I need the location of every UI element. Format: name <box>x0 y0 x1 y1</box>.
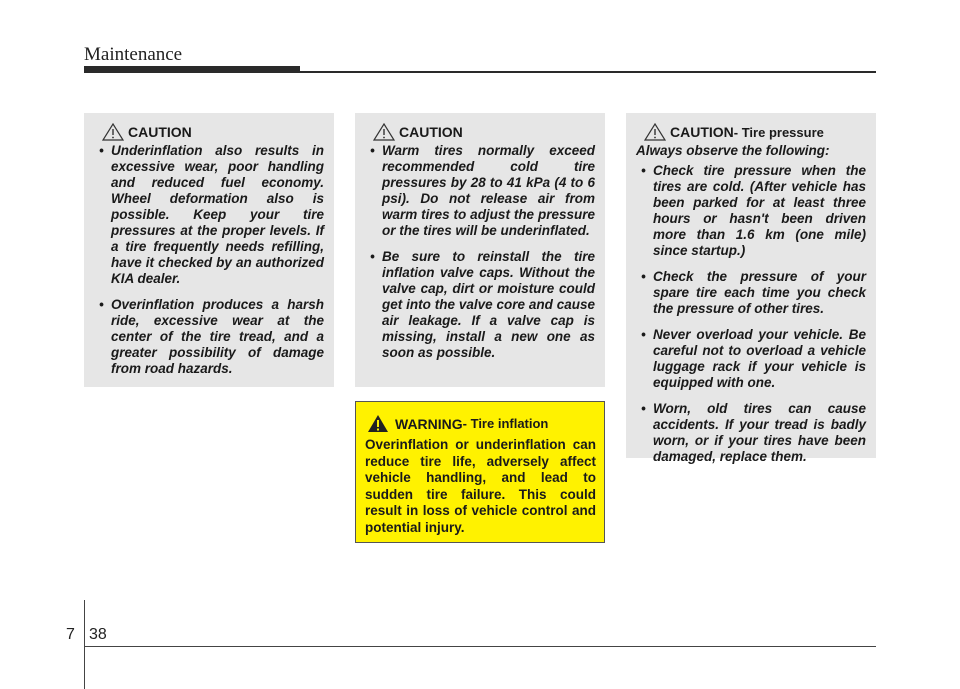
warning-box-tire-inflation <box>355 401 605 543</box>
caution-box-underinflation <box>84 113 334 387</box>
list-item: • Underinflation also results in excessive wear, poor handling and reduced fuel economy. Wheel deformation also is possible. Keep your tire pressures at the proper levels. If a tire frequently needs refilling, have it checked by an authorized KIA dealer. <box>99 143 324 286</box>
list-item: • Overinflation produces a harsh ride, excessive wear at the center of the tire tread, and a greater possibility of damage from road hazards. <box>99 297 324 376</box>
caution-list <box>636 163 866 465</box>
caution-title-text: CAUTION <box>399 124 463 140</box>
caution-title-text: CAUTION <box>670 124 734 140</box>
caution-box-tire-pressure <box>626 113 876 464</box>
caution-subtitle: - Tire pressure <box>733 124 824 140</box>
list-item: • Worn, old tires can cause accidents. If your tread is badly worn, or if your tires have been damaged, replace them. <box>641 401 866 464</box>
list-item: • Check tire pressure when the tires are cold. (After vehicle has been parked for at least three hours or hasn't been driven more than 1.6 km (one mile) since startup.) <box>641 163 866 258</box>
list-item: • Never overload your vehicle. Be careful not to overload a vehicle luggage rack if your vehicle is equipped with one. <box>641 327 866 390</box>
header-bar <box>84 66 300 73</box>
caution-title <box>373 123 595 141</box>
caution-lead: Always observe the following: <box>636 143 830 158</box>
warning-title-text: WARNING <box>395 415 463 432</box>
page-number: 38 <box>89 626 107 643</box>
caution-triangle-icon <box>102 123 124 141</box>
list-item: • Check the pressure of your spare tire each time you check the pressure of other tires. <box>641 269 866 316</box>
warning-subtitle: - Tire inflation <box>462 416 549 431</box>
caution-list <box>365 143 595 361</box>
caution-title-text: CAUTION <box>128 124 192 140</box>
caution-triangle-icon <box>373 123 395 141</box>
caution-triangle-icon <box>644 123 666 141</box>
caution-title <box>644 123 866 141</box>
page-header-title: Maintenance <box>84 44 183 65</box>
caution-box-warm-tires <box>355 113 605 387</box>
list-item: • Warm tires normally exceed recommended cold tire pressures by 28 to 41 kPa (4 to 6 psi). Do not release air from warm tires to adjust the pressure or the tires will be underinflated. <box>370 143 595 238</box>
footer-divider-vertical <box>84 600 85 689</box>
header-rule <box>300 71 876 73</box>
footer-divider-horizontal <box>84 646 876 647</box>
warning-body: Overinflation or underinflation can reduce tire life, adversely affect vehicle handling, and lead to sudden tire failure. This could result in loss of vehicle control and potential injury. <box>365 437 596 535</box>
chapter-number: 7 <box>66 626 75 643</box>
caution-title <box>102 123 324 141</box>
caution-list <box>94 143 324 377</box>
warning-triangle-icon <box>367 414 389 433</box>
warning-title <box>367 414 596 433</box>
list-item: • Be sure to reinstall the tire inflation valve caps. Without the valve cap, dirt or moisture could get into the valve core and cause air leakage. If a valve cap is missing, install a new one as soon as possible. <box>370 249 595 360</box>
